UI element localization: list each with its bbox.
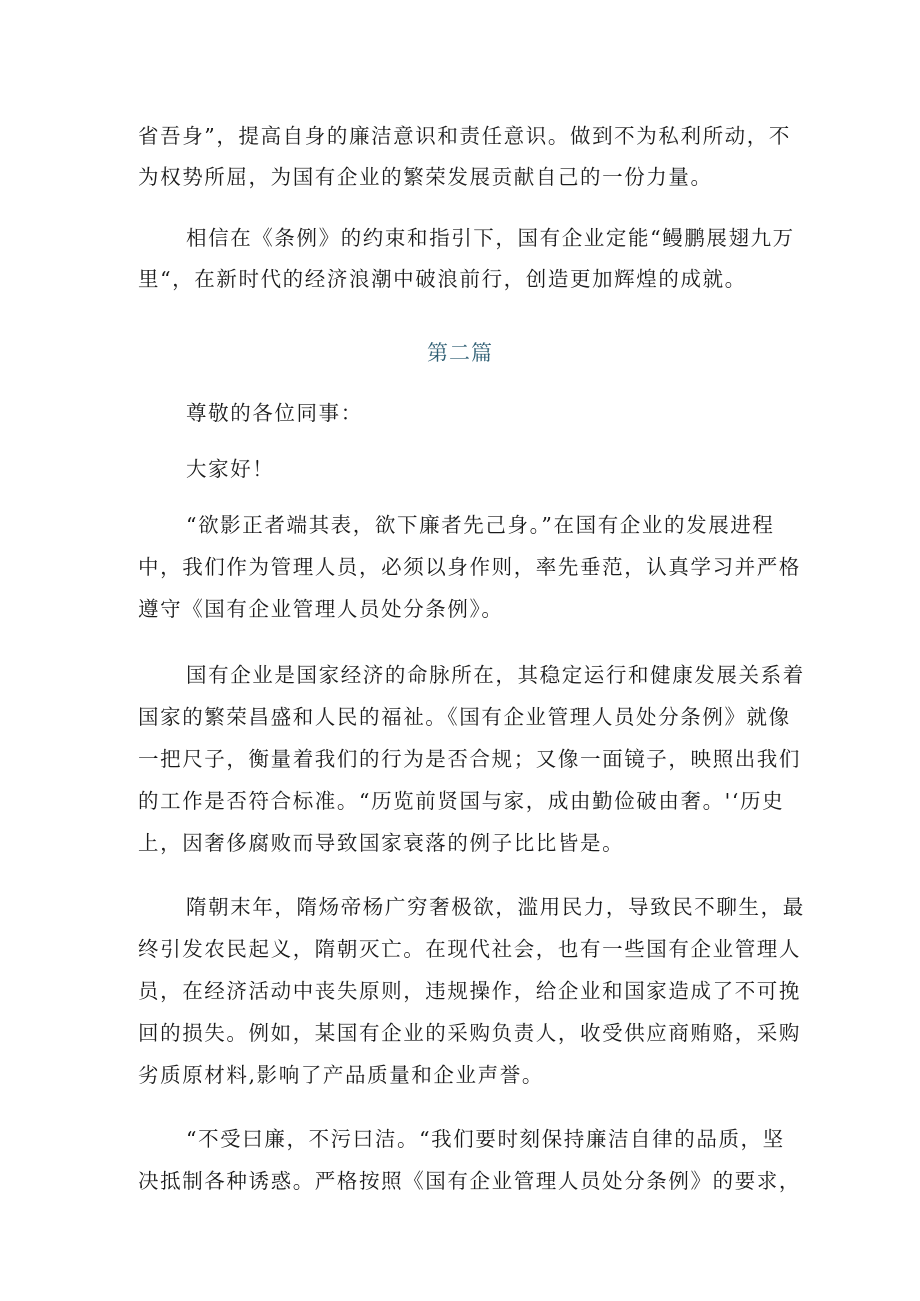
paragraph-line: “欲影正者端其表，欲下廉者先己身。”在国有企业的发展进程 [186,513,775,537]
paragraph-line: 劣质原材料,影响了产品质量和企业声誉。 [138,1063,544,1087]
paragraph-line: 省吾身”，提高自身的廉洁意识和责任意识。做到不为私利所动，不 [138,124,791,148]
paragraph-line: “不受曰廉，不污曰洁。“我们要时刻保持廉洁自律的品质，坚 [186,1127,785,1151]
paragraph-line: 员，在经济活动中丧失原则，违规操作，给企业和国家造成了不可挽 [138,979,801,1003]
paragraph-line: 决抵制各种诱惑。严格按照《国有企业管理人员处分条例》的要求， [138,1169,801,1193]
paragraph-line: 国家的繁荣昌盛和人民的福祉。《国有企业管理人员处分条例》就像 [138,705,791,729]
paragraph-line: 隋朝末年，隋炀帝杨广穷奢极欲，滥用民力，导致民不聊生，最 [186,895,805,919]
paragraph-line: 里“，在新时代的经济浪潮中破浪前行，创造更加辉煌的成就。 [138,267,747,291]
paragraph-line: 相信在《条例》的约束和指引下，国有企业定能“鳗鹏展翅九万 [186,226,795,250]
paragraph-line: 终引发农民起义，隋朝灭亡。在现代社会，也有一些国有企业管理人 [138,937,801,961]
paragraph-line: 一把尺子，衡量着我们的行为是否合规；又像一面镜子，映照出我们 [138,747,801,771]
paragraph-line: 的工作是否符合标准。“历览前贤国与家，成由勤俭破由奢。'‘历史 [138,789,785,813]
paragraph-line: 中，我们作为管理人员，必须以身作则，率先垂范，认真学习并严格 [138,555,801,579]
paragraph-line: 上，因奢侈腐败而导致国家衰落的例子比比皆是。 [138,831,625,855]
paragraph-line: 遵守《国有企业管理人员处分条例》。 [138,597,504,621]
paragraph-line: 回的损失。例如，某国有企业的采购负责人，收受供应商贿赂，采购 [138,1021,801,1045]
section-heading: 第二篇 [427,341,493,365]
paragraph-line: 国有企业是国家经济的命脉所在，其稳定运行和健康发展关系着 [186,663,805,687]
paragraph-line: 为权势所屈，为国有企业的繁荣发展贡献自己的一份力量。 [138,165,713,189]
greeting: 大家好！ [186,457,275,481]
salutation: 尊敬的各位同事： [186,401,363,425]
